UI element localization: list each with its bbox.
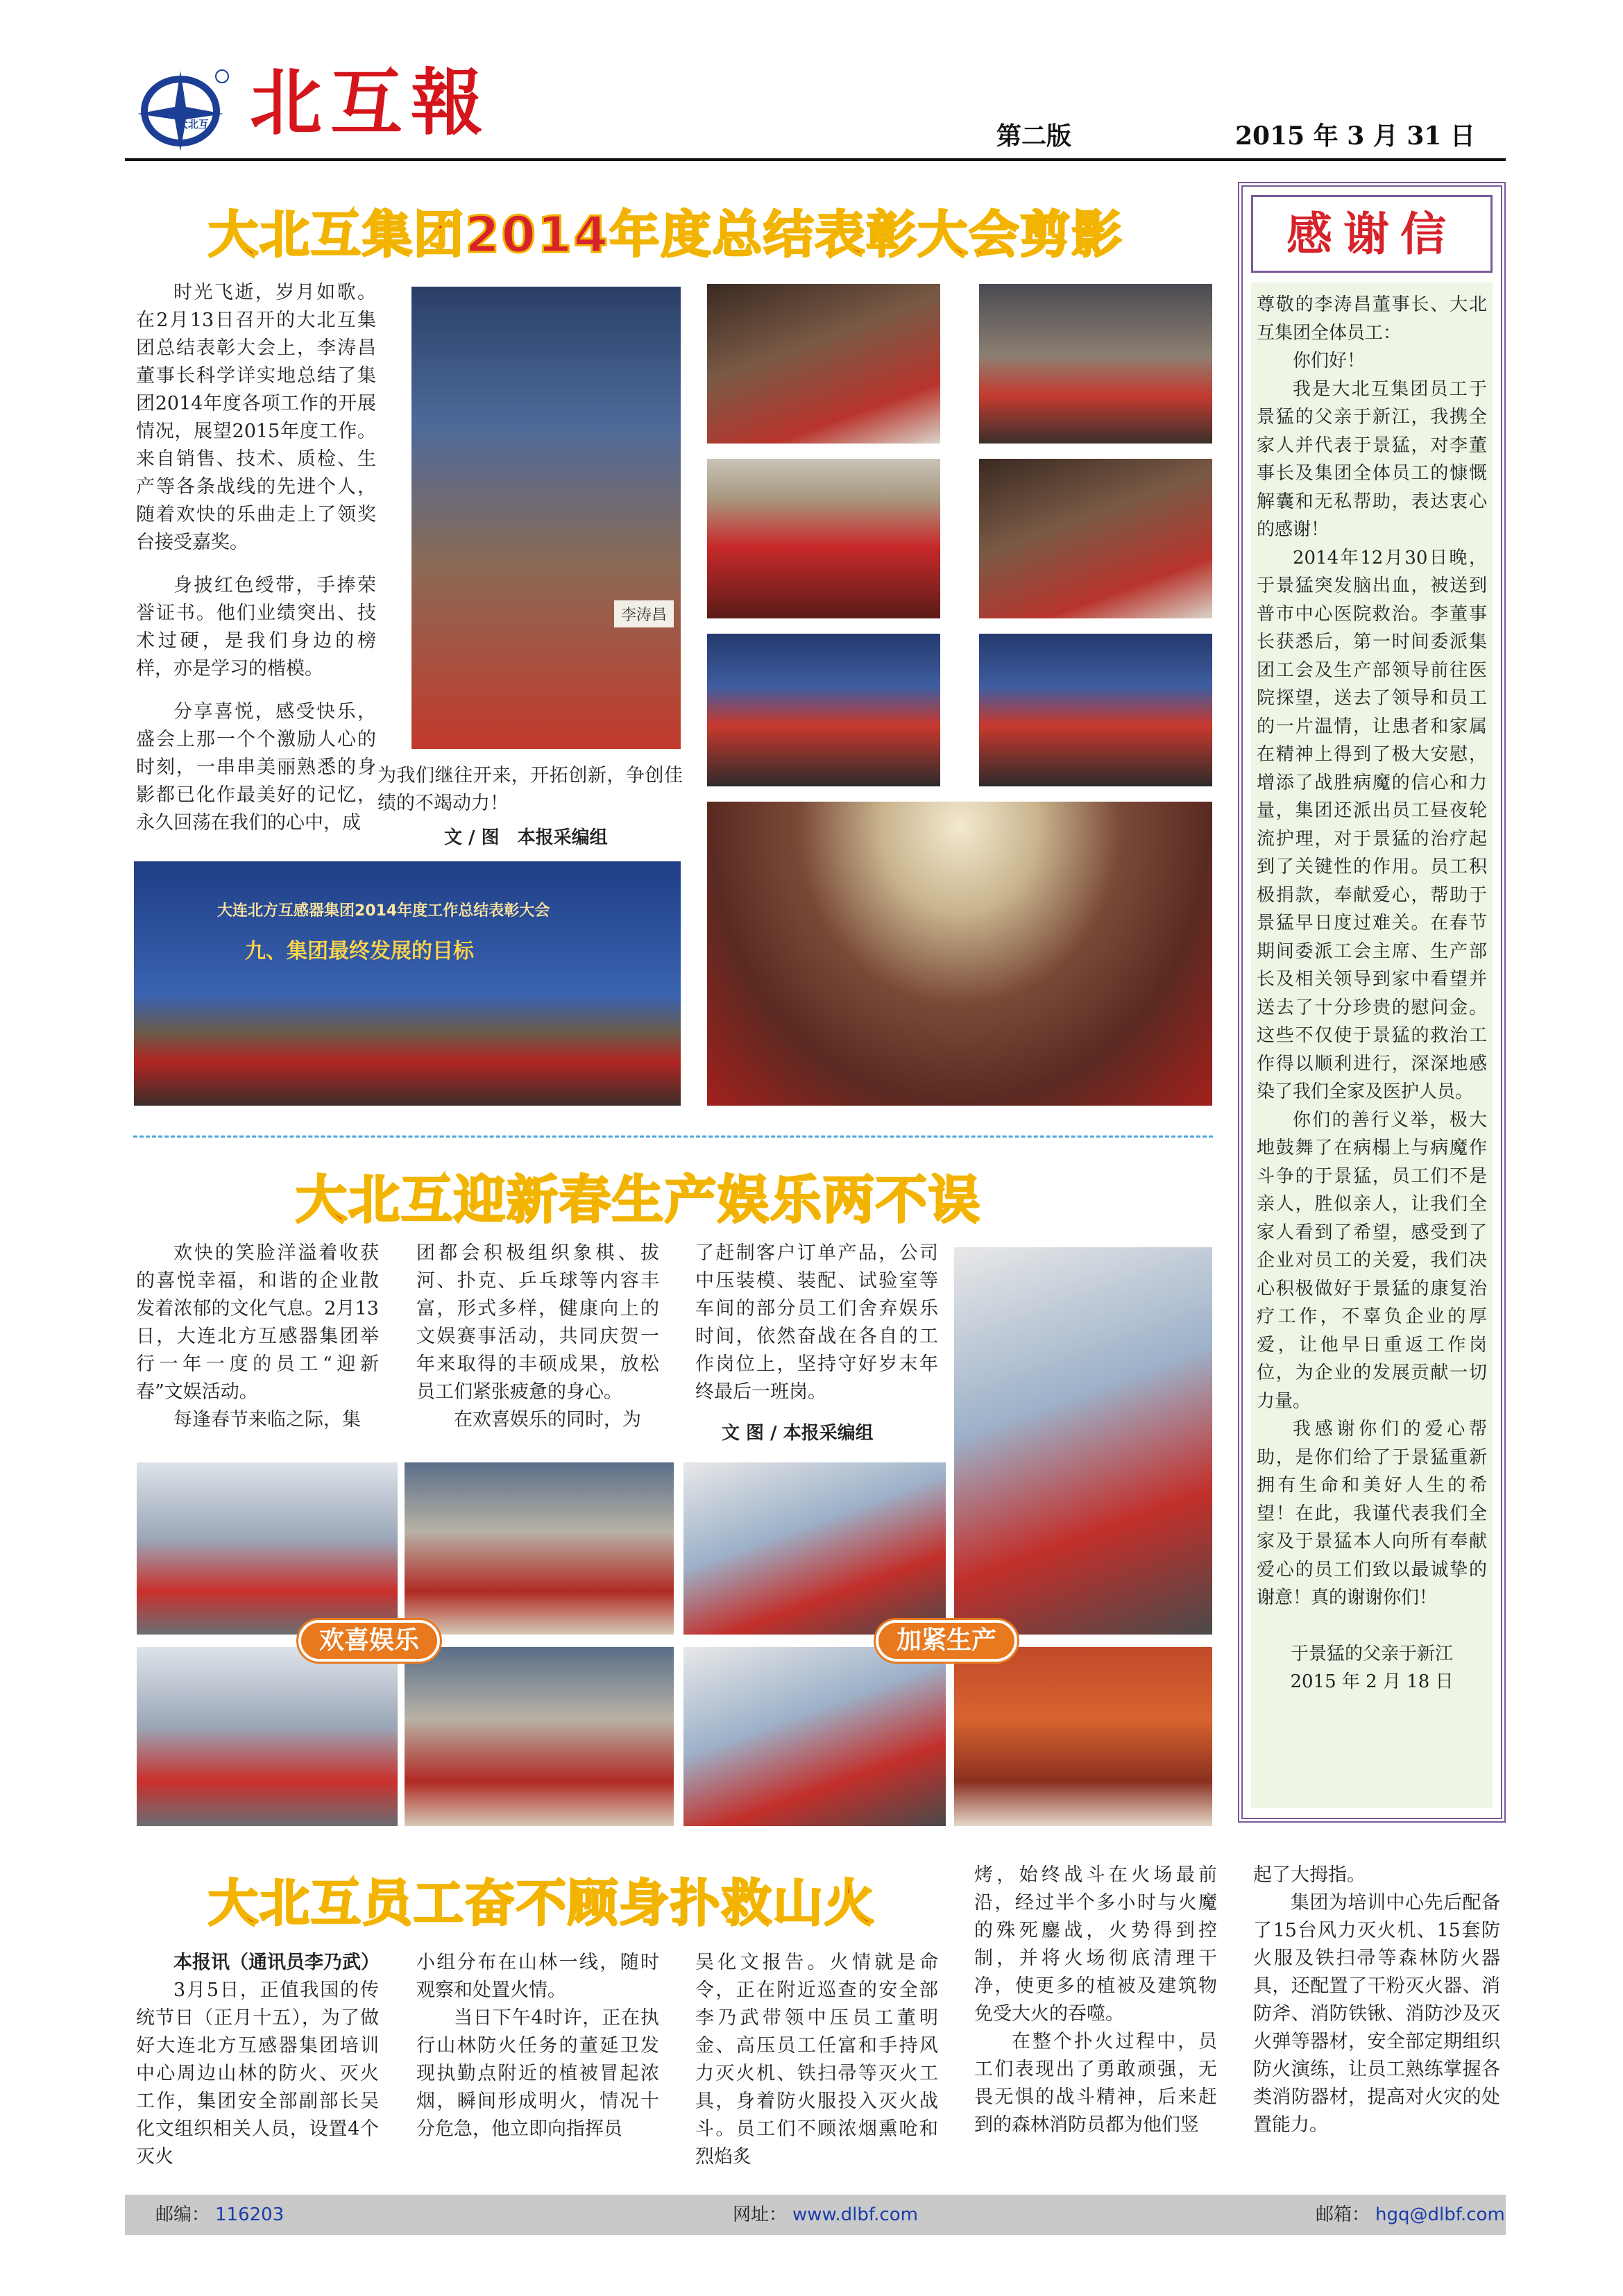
award-photo-3 bbox=[706, 458, 941, 619]
chess-photo bbox=[136, 1462, 398, 1635]
article1-paragraph: 身披红色绶带，手捧荣誉证书。他们业绩突出、技术过硬，是我们身边的榜样，亦是学习的楷模。 bbox=[136, 575, 376, 679]
article3-col1 bbox=[136, 1949, 379, 2171]
letter-paragraph: 2014年12月30日晚，于景猛突发脑出血，被送到普市中心医院救治。李董事长获悉后，第一时间委派集团工会及生产部领导前往医院探望，送去了领导和员工的一片温情，让患者和家属在精神上得到了极大安慰，增添了战胜病魔的信心和力量，集团还派出员工昼夜轮流护理，对于景猛的治疗起到了关键性的作用。员工积极捐款，奉献爱心，帮助于景猛早日度过难关。在春节期间委派工会主席、生产部长及相关领导到家中看望并送去了十分珍贵的慰问金。这些不仅使于景猛的救治工作得以顺利进行，深深地感染了我们全家及医护人员。 bbox=[1257, 547, 1487, 1102]
article3-col2 bbox=[416, 1949, 659, 2143]
article3-headline: 大北互员工奋不顾身扑救山火 bbox=[208, 1874, 876, 1932]
article2-paragraph: 了赶制客户订单产品，公司中压装模、装配、试验室等车间的部分员工们舍弃娱乐时间，依然奋战在各自的工作岗位上，坚持守好岁末年终最后一班岗。 bbox=[695, 1242, 938, 1403]
postcode: 116203 bbox=[215, 2204, 284, 2225]
masthead bbox=[125, 54, 1506, 158]
website-label: 网址： bbox=[733, 2204, 788, 2225]
company-logo bbox=[132, 64, 236, 154]
article2-paragraph: 欢快的笑脸洋溢着收获的喜悦幸福，和谐的企业散发着浓郁的文化气息。2月13日，大连北方互感器集团举行一年一度的员工“迎新春”文娱活动。 bbox=[136, 1242, 379, 1403]
stage-banner-line1: 大连北方互感器集团2014年度工作总结表彰大会 bbox=[217, 902, 550, 920]
article2-paragraph: 在欢喜娱乐的同时，为 bbox=[454, 1409, 641, 1430]
issue-date: 2015 年 3 月 31 日 bbox=[1235, 121, 1476, 151]
nameplate: 李涛昌 bbox=[614, 600, 674, 627]
assembly-photo bbox=[683, 1462, 946, 1635]
article2-col2 bbox=[416, 1240, 659, 1434]
table-tennis-photo bbox=[404, 1646, 674, 1827]
award-photo-2 bbox=[978, 283, 1213, 444]
email-label: 邮箱： bbox=[1316, 2204, 1370, 2225]
section-divider bbox=[133, 1136, 1213, 1138]
letter-date: 2015 年 2 月 18 日 bbox=[1290, 1671, 1454, 1692]
article2-headline: 大北互迎新春生产娱乐两不误 bbox=[296, 1170, 981, 1230]
article3-reporter: 本报讯（通讯员李乃武） bbox=[173, 1952, 380, 1973]
article3-col3 bbox=[695, 1949, 938, 2171]
article2-byline: 文 图 / 本报采编组 bbox=[722, 1423, 874, 1444]
brand-name: 北互報 bbox=[250, 60, 492, 145]
article2-col3 bbox=[695, 1240, 938, 1406]
article3-col4 bbox=[974, 1862, 1217, 2139]
letter-title: 感谢信 bbox=[1286, 207, 1457, 261]
award-photo-6 bbox=[978, 633, 1213, 787]
tug-of-war-photo bbox=[404, 1462, 674, 1635]
letter-signature: 于景猛的父亲于新江 bbox=[1290, 1643, 1453, 1664]
postcode-label: 邮编： bbox=[155, 2204, 210, 2225]
letter-paragraph: 我感谢你们的爱心帮助，是你们给了于景猛重新拥有生命和美好人生的希望！在此，我谨代表我们全家及于景猛本人向所有奉献爱心的员工们致以最诚挚的谢意！真的谢谢你们！ bbox=[1257, 1419, 1487, 1608]
stage-banner-line2: 九、集团最终发展的目标 bbox=[245, 939, 474, 963]
award-photo-4 bbox=[978, 458, 1213, 619]
thank-you-letter bbox=[1238, 182, 1506, 1823]
lab-photo bbox=[683, 1646, 946, 1827]
article3-paragraph: 3月5日，正值我国的传统节日（正月十五），为了做好大连北方互感器集团培训中心周边山林的防火、灭火工作，集团安全部副部长吴化文组织相关人员，设置4个灭火 bbox=[136, 1980, 379, 2168]
footer-bar bbox=[125, 2195, 1506, 2235]
article1-headline: 大北互集团2014年度总结表彰大会剪影 bbox=[208, 205, 1123, 264]
letter-paragraph: 我是大北互集团员工于景猛的父亲于新江，我携全家人并代表于景猛，对李董事长及集团全体员工的慷慨解囊和无私帮助，表达衷心的感谢！ bbox=[1257, 378, 1487, 540]
article1-byline: 文 / 图 本报采编组 bbox=[444, 827, 608, 848]
article3-paragraph: 烤，始终战斗在火场最前沿，经过半个多小时与火魔的殊死鏖战，火势得到控制，并将火场彻底清理干净，使更多的植被及建筑物免受大火的吞噬。 bbox=[974, 1864, 1217, 2025]
stage-photo bbox=[133, 861, 681, 1106]
article1-paragraph: 分享喜悦，感受快乐，盛会上那一个个激励人心的时刻，一串串美丽熟悉的身影都已化作最美好的记忆，永久回荡在我们的心中，成 bbox=[136, 701, 376, 834]
hall-photo bbox=[706, 801, 1213, 1106]
article2-col1 bbox=[136, 1240, 379, 1434]
workshop-photo-large bbox=[953, 1247, 1213, 1635]
production-line-photo bbox=[953, 1646, 1213, 1827]
letter-title-box bbox=[1251, 195, 1493, 273]
masthead-rule bbox=[125, 158, 1506, 161]
award-photo-1 bbox=[706, 283, 941, 444]
article3-paragraph: 当日下午4时许，正在执行山林防火任务的董延卫发现执勤点附近的植被冒起浓烟，瞬间形成明火，情况十分危急，他立即向指挥员 bbox=[416, 2007, 659, 2140]
email-link[interactable]: hgq@dlbf.com bbox=[1375, 2204, 1505, 2225]
letter-paragraph: 你们的善行义举，极大地鼓舞了在病榻上与病魔作斗争的于景猛，员工们不是亲人，胜似亲人，让我们全家人看到了希望，感受到了企业对员工的关爱，我们决心积极做好于景猛的康复治疗工作，不辜负企业的厚爱，让他早日重返工作岗位，为企业的发展贡献一切力量。 bbox=[1257, 1109, 1487, 1412]
edition-label: 第二版 bbox=[996, 121, 1072, 151]
cards-photo bbox=[136, 1646, 398, 1827]
award-photo-5 bbox=[706, 633, 941, 787]
article1-continuation: 为我们继往开来，开拓创新，争创佳绩的不竭动力！ bbox=[377, 765, 683, 814]
article2-paragraph: 每逢春节来临之际，集 bbox=[173, 1409, 361, 1430]
article2-paragraph: 团都会积极组织象棋、拔河、扑克、乒乓球等内容丰富，形式多样，健康向上的文娱赛事活动，共同庆贺一年来取得的丰硕成果，放松员工们紧张疲惫的身心。 bbox=[416, 1242, 659, 1403]
letter-body bbox=[1251, 282, 1493, 1808]
article1-body bbox=[136, 279, 376, 837]
chairman-photo bbox=[411, 286, 681, 750]
article3-paragraph: 小组分布在山林一线，随时观察和处置火情。 bbox=[416, 1952, 659, 2001]
article3-paragraph: 起了大拇指。 bbox=[1253, 1864, 1366, 1886]
badge-production: 加紧生产 bbox=[876, 1620, 1017, 1662]
article1-paragraph: 时光飞逝，岁月如歌。在2月13日召开的大北互集团总结表彰大会上，李涛昌董事长科学详实地总结了集团2014年度各项工作的开展情况，展望2015年度工作。来自销售、技术、质检、生产等各条战线的先进个人，随着欢快的乐曲走上了领奖台接受嘉奖。 bbox=[136, 282, 376, 553]
article3-col5 bbox=[1253, 1862, 1500, 2139]
article3-paragraph: 在整个扑火过程中，员工们表现出了勇敢顽强，无畏无惧的战斗精神，后来赶到的森林消防员都为他们竖 bbox=[974, 2031, 1217, 2136]
website-link[interactable]: www.dlbf.com bbox=[792, 2204, 918, 2225]
logo-text: 大北互 bbox=[178, 118, 210, 130]
badge-entertainment: 欢喜娱乐 bbox=[298, 1620, 440, 1662]
article3-paragraph: 集团为培训中心先后配备了15台风力灭火机、15套防火服及铁扫帚等森林防火器具，还配置了干粉灭火器、消防斧、消防铁锹、消防沙及灭火弹等器材，安全部定期组织防火演练，让员工熟练掌握各类消防器材，提高对火灾的处置能力。 bbox=[1253, 1892, 1500, 2136]
letter-salutation: 尊敬的李涛昌董事长、大北互集团全体员工： bbox=[1257, 294, 1487, 344]
article3-paragraph: 吴化文报告。火情就是命令，正在附近巡查的安全部李乃武带领中压员工董明金、高压员工任富和手持风力灭火机、铁扫帚等灭火工具，身着防火服投入灭火战斗。员工们不顾浓烟熏呛和烈焰炙 bbox=[695, 1952, 938, 2168]
letter-greeting: 你们好！ bbox=[1293, 351, 1366, 371]
